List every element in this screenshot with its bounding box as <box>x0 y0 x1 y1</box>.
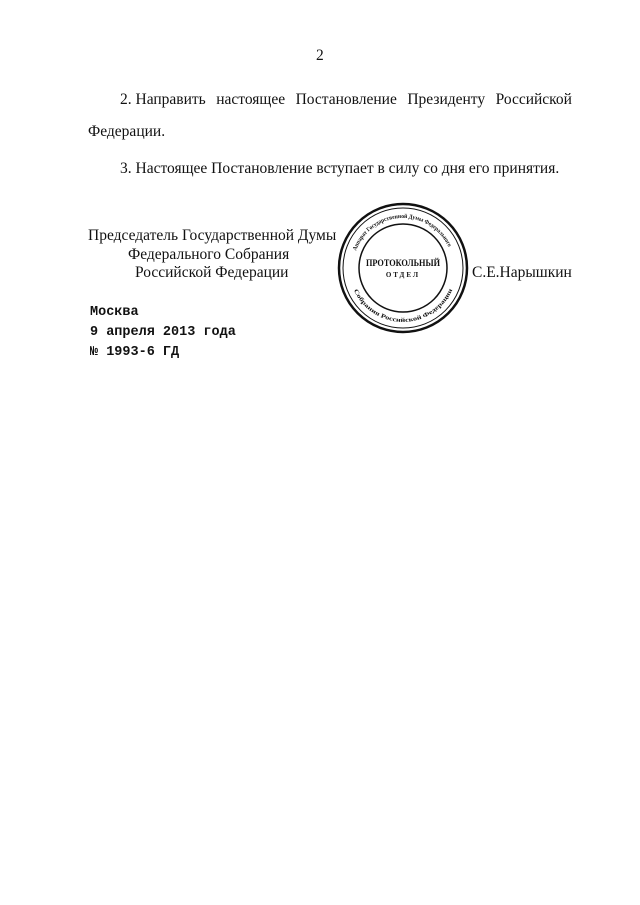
stamp-ring-text-top: Аппарат Государственной Думы Федерального <box>352 213 453 252</box>
word: Постановление <box>295 91 397 108</box>
paragraph-2-end: Федерации. <box>88 123 166 140</box>
word: Российской <box>495 91 572 108</box>
city: Москва <box>90 305 139 320</box>
signatory-title-line1: Председатель Государственной Думы <box>88 227 337 244</box>
date: 9 апреля 2013 года <box>90 325 236 340</box>
signatory-name: С.Е.Нарышкин <box>472 264 572 281</box>
word: 2. Направить <box>120 91 206 108</box>
word: настоящее <box>216 91 286 108</box>
signatory-title-line2: Федерального Собрания <box>128 246 290 263</box>
stamp-ring-text-bottom: Собрания Российской Федерации <box>351 288 454 324</box>
document-number: № 1993-6 ГД <box>90 345 180 360</box>
paragraph-2 <box>120 92 572 108</box>
signatory-title-line3: Российской Федерации <box>135 264 289 281</box>
stamp-center-line1: ПРОТОКОЛЬНЫЙ <box>366 258 440 268</box>
word: Президенту <box>407 91 486 108</box>
stamp-center-line2: ОТДЕЛ <box>385 271 421 279</box>
paragraph-3: 3. Настоящее Постановление вступает в силу со дня его принятия. <box>120 160 560 177</box>
official-stamp <box>335 200 471 336</box>
page-number: 2 <box>316 47 324 64</box>
